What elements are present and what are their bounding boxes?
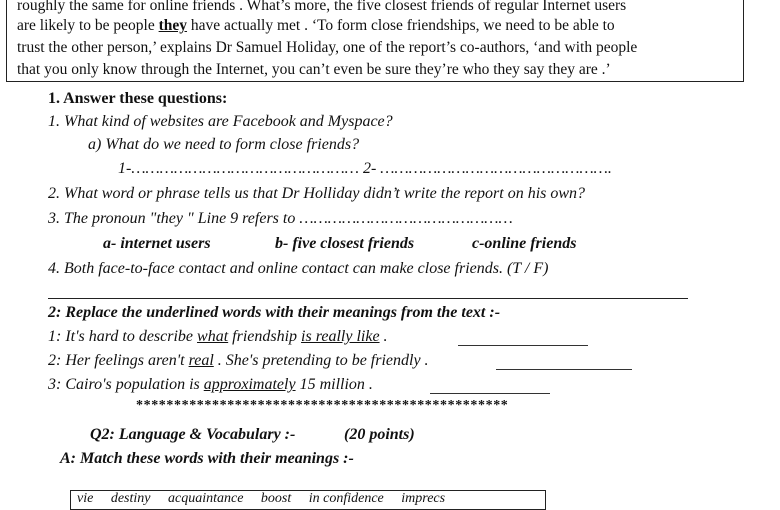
option-b: b- five closest friends xyxy=(275,235,415,252)
passage-word-they: they xyxy=(158,17,188,34)
option-c: c-online friends xyxy=(472,235,577,252)
word-bank-item: acquaintance xyxy=(167,491,244,506)
replace-item-1: 1: It's hard to describe what friendship is really like . xyxy=(48,328,388,345)
word-bank-item: vie xyxy=(77,491,94,506)
answer-blank-3[interactable] xyxy=(430,393,550,394)
section1-heading: 1. Answer these questions: xyxy=(48,90,228,107)
question-1a-answer-lines: 1-………………………………………… 2- …………………………………………. xyxy=(118,160,612,177)
word-bank-item: imprecs xyxy=(401,491,446,506)
word-bank-box xyxy=(70,490,546,510)
replace-item-2: 2: Her feelings aren't real . She's pretending to be friendly . xyxy=(48,352,429,369)
q2-title: Q2: Language & Vocabulary :- xyxy=(90,426,296,443)
question-1a: a) What do we need to form close friends? xyxy=(88,136,360,153)
word-bank-item: boost xyxy=(260,491,292,506)
question-3: 3. The pronoun "they " Line 9 refers to ……………………………………… xyxy=(48,210,513,227)
question-1: 1. What kind of websites are Facebook and Myspace? xyxy=(48,113,393,130)
word-bank-item: destiny xyxy=(110,491,151,506)
passage-line-4: that you only know through the Internet, you can’t even be sure they’re who they say they are .’ xyxy=(17,61,611,78)
q2-points: (20 points) xyxy=(344,426,415,443)
passage-line-1: roughly the same for online friends . What’s more, the five closest friends of regular Internet users xyxy=(17,0,627,14)
passage-line-3: trust the other person,’ explains Dr Samuel Holiday, one of the report’s co-authors, ‘and with people xyxy=(17,39,638,56)
section2-heading: 2: Replace the underlined words with their meanings from the text :- xyxy=(48,304,501,321)
section-divider xyxy=(48,298,688,299)
word-bank-item: in confidence xyxy=(308,491,384,506)
question-2: 2. What word or phrase tells us that Dr Holliday didn’t write the report on his own? xyxy=(48,185,586,202)
answer-blank-2[interactable] xyxy=(496,369,632,370)
passage-line-2: are likely to be people they have actually met . ‘To form close friendships, we need to be able to xyxy=(17,17,615,34)
reading-passage-box xyxy=(6,0,744,82)
replace-item-3: 3: Cairo's population is approximately 15 million . xyxy=(48,376,373,393)
star-separator: ************************************************* xyxy=(136,398,509,413)
question-4: 4. Both face-to-face contact and online contact can make close friends. (T / F) xyxy=(48,260,549,277)
answer-blank-1[interactable] xyxy=(458,345,588,346)
q2-subheading: A: Match these words with their meanings :- xyxy=(60,450,354,467)
option-a: a- internet users xyxy=(103,235,211,252)
